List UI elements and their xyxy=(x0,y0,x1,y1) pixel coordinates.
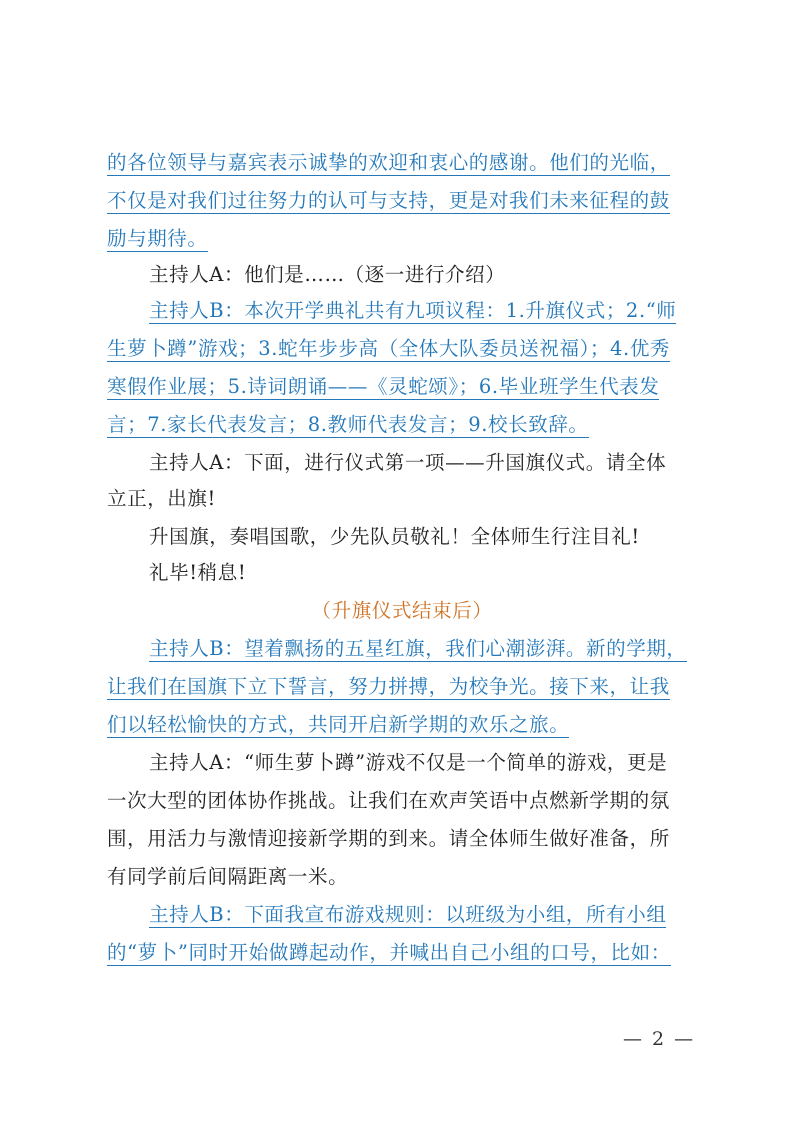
game-intro-line-4: 有同学前后间隔距离一米。 xyxy=(107,865,349,888)
game-intro-line-3: 围，用活力与激情迎接新学期的到来。请全体师生做好准备，所 xyxy=(107,827,670,850)
page-number: — 2 — xyxy=(623,1028,696,1050)
game-rules-line-1: 主持人B：下面我宣布游戏规则：以班级为小组，所有小组 xyxy=(149,903,667,926)
host-b-flag-line-1: 主持人B：望着飘扬的五星红旗，我们心潮澎湃。新的学期， xyxy=(149,637,687,660)
welcome-line-2: 不仅是对我们过往努力的认可与支持，更是对我们未来征程的鼓 xyxy=(107,189,670,212)
agenda-line-2: 生萝卜蹲”游戏；3.蛇年步步高（全体大队委员送祝福）；4.优秀 xyxy=(107,337,671,360)
welcome-line-3: 励与期待。 xyxy=(107,227,208,250)
flag-ceremony-line-1: 主持人A：下面，进行仪式第一项——升国旗仪式。请全体 xyxy=(149,451,667,474)
game-rules-line-2: 的“萝卜”同时开始做蹲起动作，并喊出自己小组的口号，比如： xyxy=(107,941,671,964)
welcome-line-1: 的各位领导与嘉宾表示诚挚的欢迎和衷心的感谢。他们的光临， xyxy=(107,151,670,174)
game-intro-line-2: 一次大型的团体协作挑战。让我们在欢声笑语中点燃新学期的氛 xyxy=(107,789,670,812)
stage-note: （升旗仪式结束后） xyxy=(311,599,493,622)
agenda-line-1: 主持人B：本次开学典礼共有九项议程：1.升旗仪式；2.“师 xyxy=(149,299,677,322)
agenda-line-4: 言；7.家长代表发言；8.教师代表发言；9.校长致辞。 xyxy=(107,413,589,436)
flag-ceremony-line-2: 立正，出旗! xyxy=(107,487,216,510)
at-ease-line: 礼毕!稍息! xyxy=(149,561,247,584)
host-b-flag-line-3: 们以轻松愉快的方式，共同开启新学期的欢乐之旅。 xyxy=(107,713,570,736)
host-a-intro: 主持人A：他们是……（逐一进行介绍） xyxy=(149,263,506,286)
host-b-flag-line-2: 让我们在国旗下立下誓言，努力拼搏，为校争光。接下来，让我 xyxy=(107,675,670,698)
anthem-line: 升国旗，奏唱国歌，少先队员敬礼！全体师生行注目礼! xyxy=(149,525,640,548)
game-intro-line-1: 主持人A：“师生萝卜蹲”游戏不仅是一个简单的游戏，更是 xyxy=(149,751,668,774)
agenda-line-3: 寒假作业展；5.诗词朗诵——《灵蛇颂》；6.毕业班学生代表发 xyxy=(107,375,660,398)
